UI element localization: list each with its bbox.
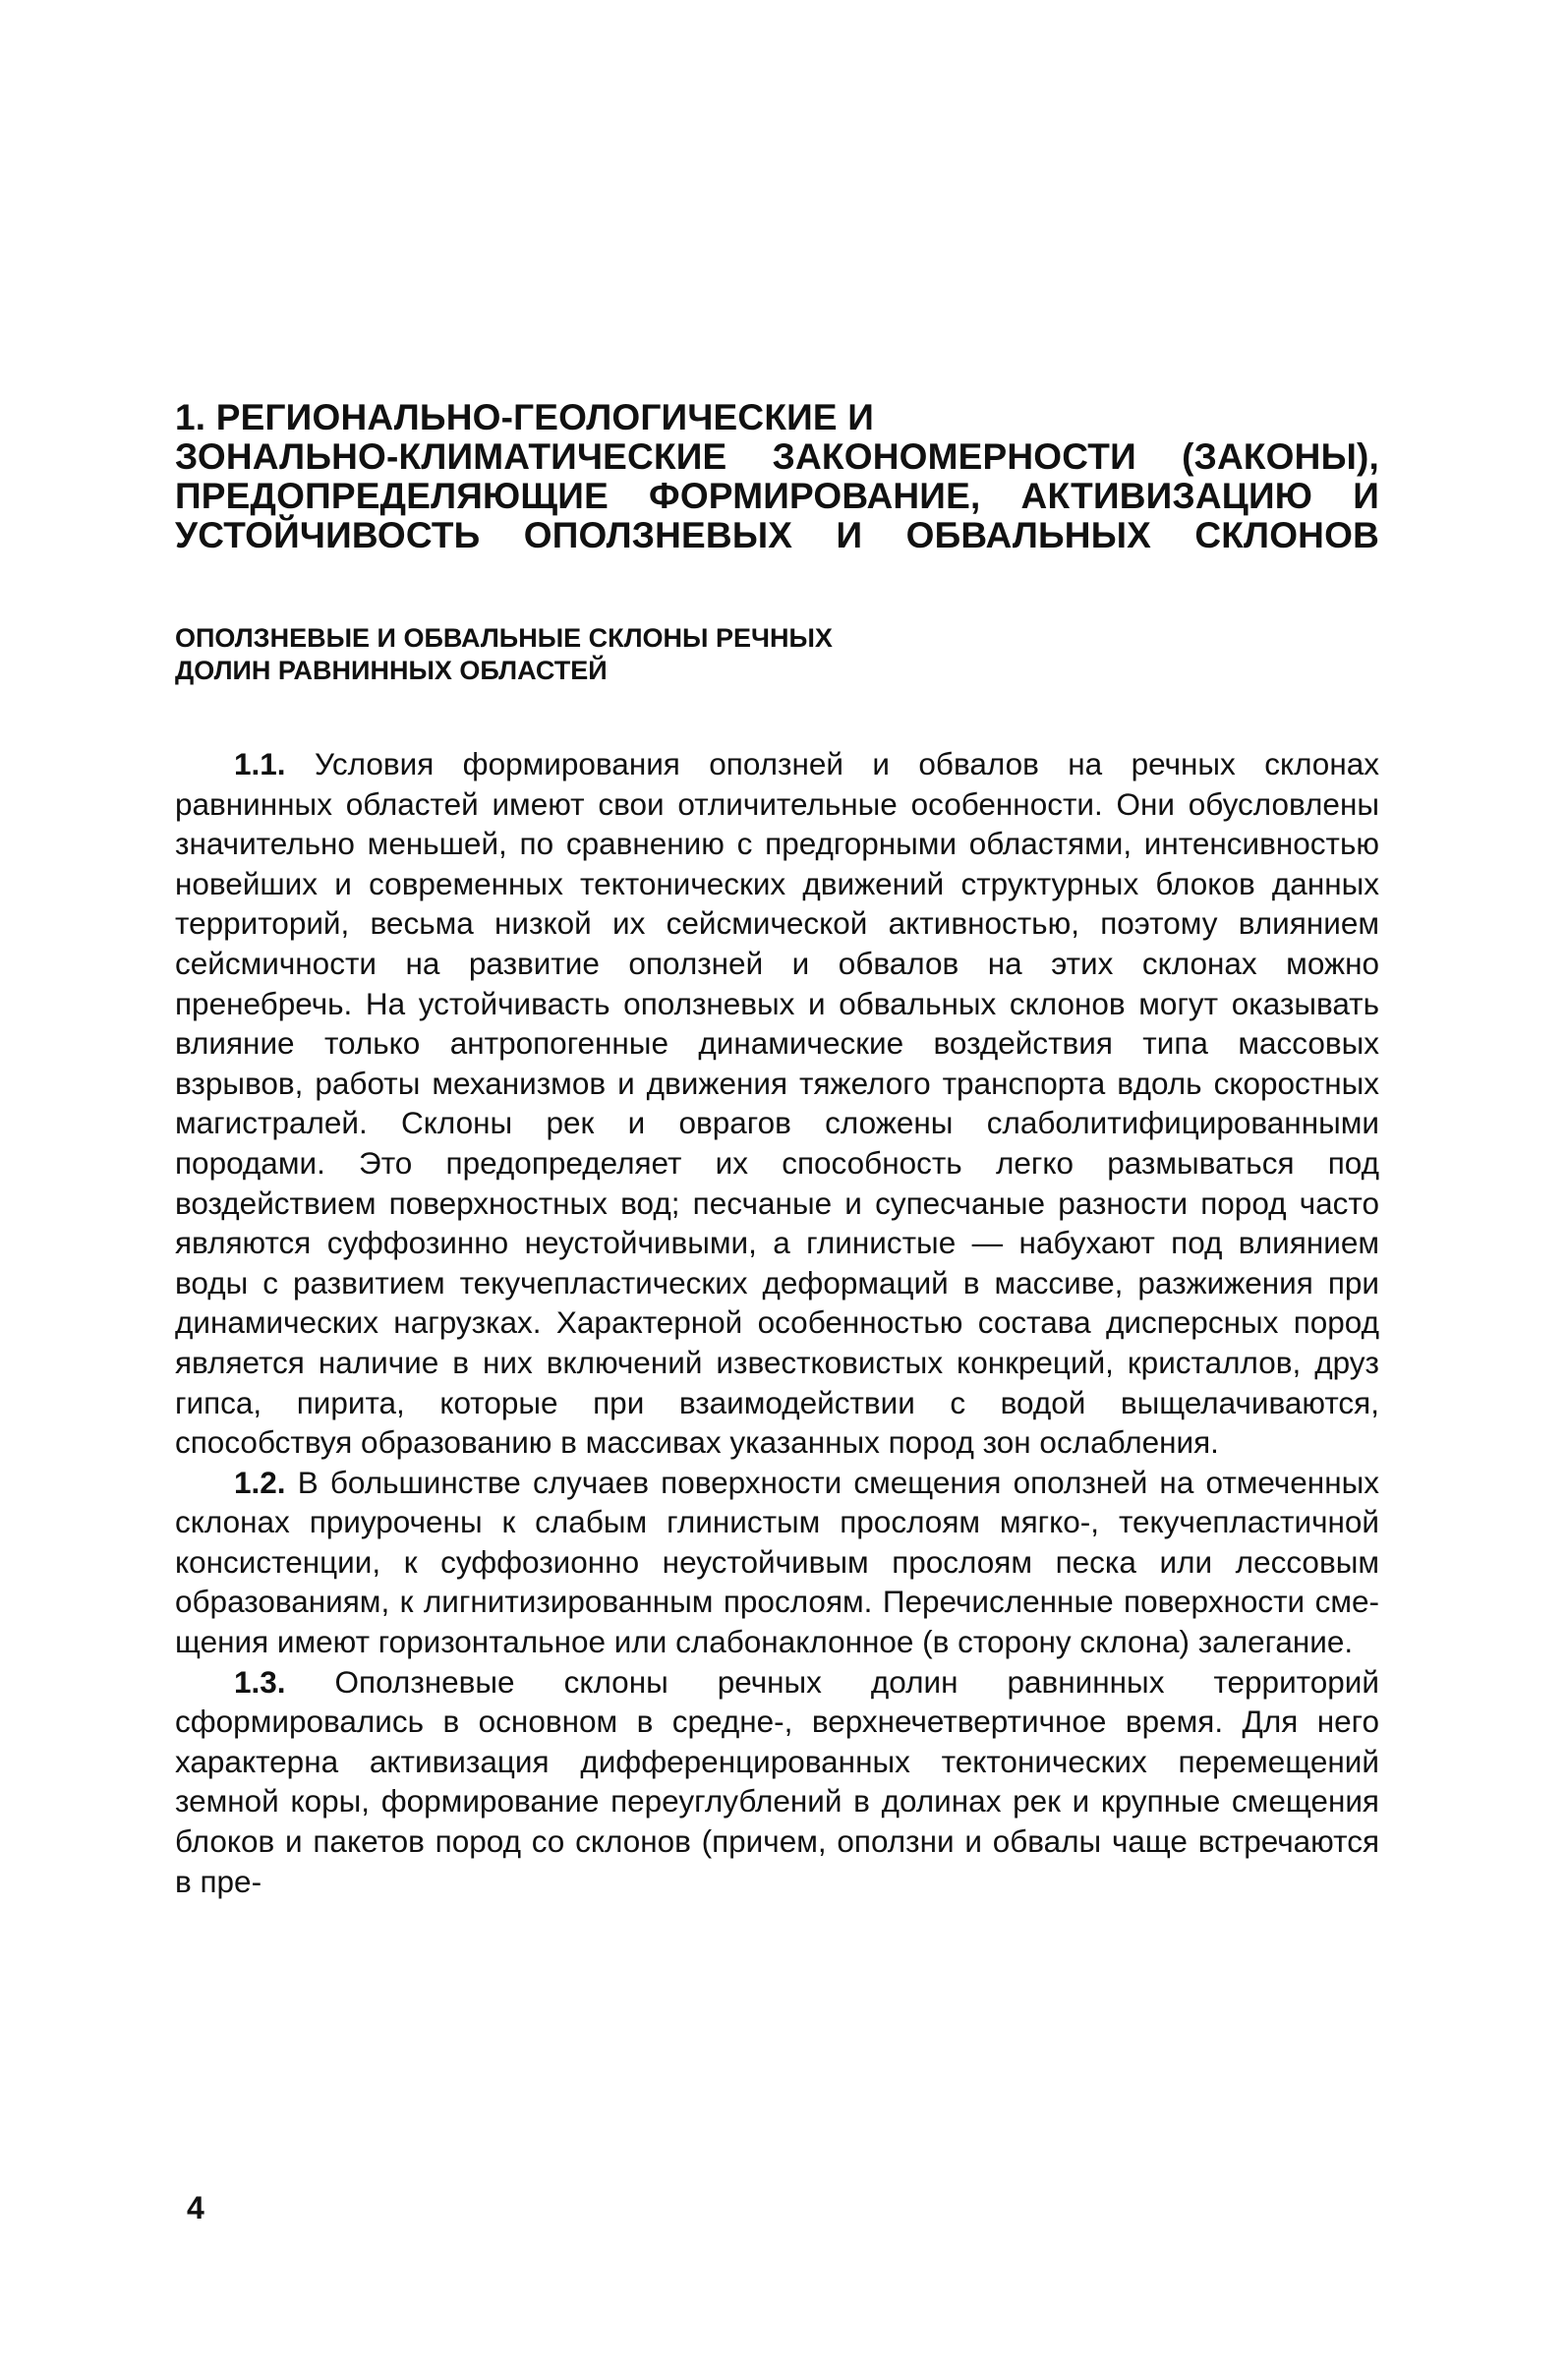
paragraph-text: В большинстве случаев поверхности смещения оползней на отмеченных склонах приурочены к слабым глинистым прослоям мягко-, текучепластичной консистенции, к суффозионно неустойчивым прослоям песка или лессовым образованиям, к лигнитизированным прослоям. Перечисленные поверхности смещения имеют горизонтальное или слабонаклонное (в сторону склона) залегание. — [175, 1464, 1379, 1660]
paragraph-number: 1.3. — [234, 1663, 286, 1700]
paragraph — [175, 1662, 1379, 1902]
paragraph — [175, 1463, 1379, 1662]
section-title-line: ОПОЛЗНЕВЫЕ И ОБВАЛЬНЫЕ СКЛОНЫ РЕЧНЫХ — [175, 623, 833, 653]
paragraph-number: 1.2. — [234, 1464, 286, 1500]
page-content — [175, 398, 1379, 1901]
body-text — [175, 744, 1379, 1901]
paragraph-number: 1.1. — [234, 746, 286, 781]
page-number: 4 — [187, 2190, 204, 2225]
chapter-title-line: ПРЕДОПРЕДЕЛЯЮЩИЕ ФОРМИРОВАНИЕ, АКТИВИЗАЦИЮ И — [175, 476, 1379, 516]
paragraph-text: Оползневые склоны речных долин равнинных территорий сформировались в основном в средне-, верхнечетвертичное время. Для него характерна активизация дифференцированных тектонических перемещений земной коры, формирование переуглублений в долинах рек и крупные смещения блоков и пакетов пород со склонов (причем, оползни и обвалы чаще встречаются в пре- — [175, 1663, 1379, 1899]
paragraph-text: Условия формирования оползней и обвалов на речных склонах равнинных областей имеют свои отличительные особенности. Они обусловлены значительно меньшей, по сравнению с предгорными областями, интенсивностью новейших и современных тектонических движений структурных блоков данных территорий, весьма низкой их сейсмической активностью, поэтому влиянием сейсмичности на развитие оползней и обвалов на этих склонах можно пренебречь. На устойчивасть оползневых и обвальных склонов могут оказывать влияние только антропогенные динамические воздействия типа массовых взрывов, работы механизмов и движения тяжелого транспорта вдоль скоростных магистралей. Склоны рек и оврагов сложены слаболитифицированными породами. Это предопределяет их способность легко размываться под воздействием поверхностных вод; песчаные и супесчаные разности пород часто являются суффозинно неустойчивыми, а глинистые — набухают под влиянием воды с развитием текучепластических деформаций в массиве, разжижения при динамических нагрузках. Характерной особенностью состава дисперсных пород является наличие в них включений известковистых конкреций, кристаллов, друз гипса, пирита, которые при взаимодействии с водой выщелачиваются, способствуя образованию в массивах указанных пород зон ослабления. — [175, 746, 1379, 1461]
section-title — [175, 622, 981, 687]
section-title-line: ДОЛИН РАВНИННЫХ ОБЛАСТЕЙ — [175, 656, 608, 685]
chapter-title — [175, 398, 1379, 555]
chapter-title-line: УСТОЙЧИВОСТЬ ОПОЛЗНЕВЫХ И ОБВАЛЬНЫХ СКЛОНОВ — [175, 515, 1379, 555]
chapter-title-line: ЗОНАЛЬНО-КЛИМАТИЧЕСКИЕ ЗАКОНОМЕРНОСТИ (ЗАКОНЫ), — [175, 436, 1379, 477]
paragraph — [175, 744, 1379, 1463]
chapter-title-line: 1. РЕГИОНАЛЬНО-ГЕОЛОГИЧЕСКИЕ И — [175, 397, 875, 437]
